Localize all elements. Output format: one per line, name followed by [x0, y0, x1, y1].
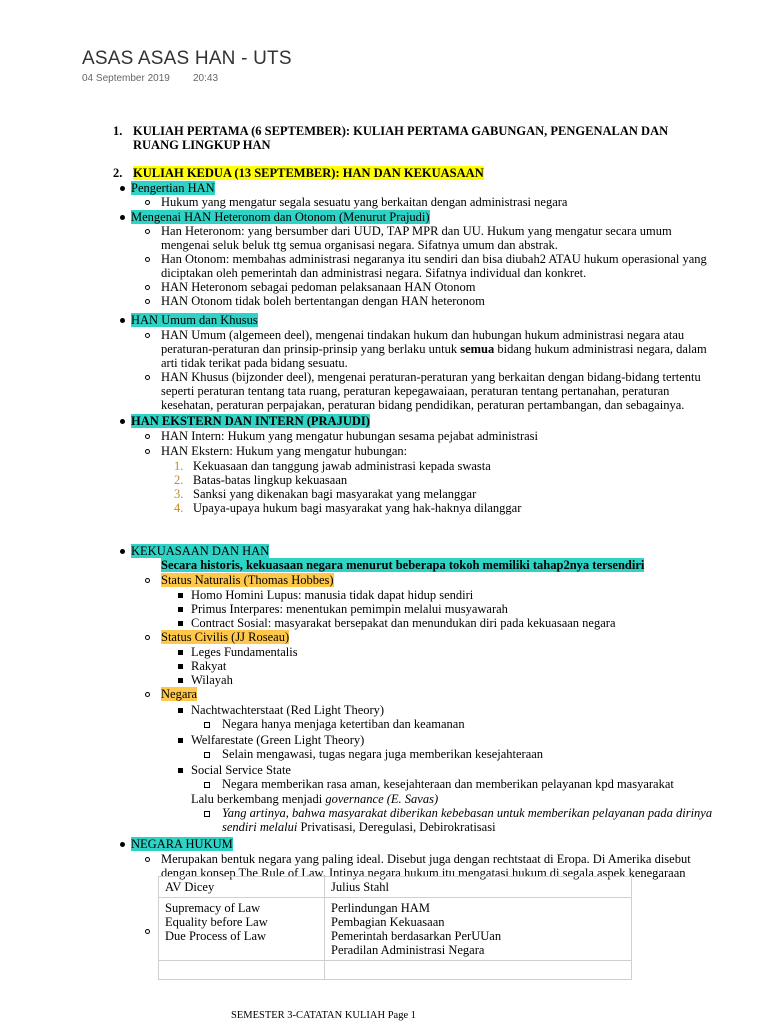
- bullet-disc-icon: [120, 419, 125, 424]
- bullet-disc-icon: [120, 186, 125, 191]
- bullet-circle-icon: [145, 449, 150, 454]
- ekstern-sub-item: Kekuasaan dan tanggung jawab administrasi kepada swasta: [193, 459, 491, 473]
- negara-hukum-item: Merupakan bentuk negara yang paling ideal. Disebut juga dengan rechtstaat di Eropa. Di Amerika disebut: [161, 852, 691, 866]
- table-cell: [159, 961, 325, 980]
- kekuasaan-heading: KEKUASAAN DAN HAN: [131, 544, 270, 558]
- dicey-principle: Supremacy of Law: [165, 901, 261, 915]
- section-2-number: 2.: [113, 166, 123, 180]
- stahl-principle: Peradilan Administrasi Negara: [331, 943, 485, 957]
- bullet-square-icon: [178, 678, 183, 683]
- heteronom-item-1: Han Heteronom: yang bersumber dari UUD, TAP MPR dan UU. Hukum yang mengatur secara umum: [161, 224, 672, 238]
- negara-nacht-detail: Negara hanya menjaga ketertiban dan keamanan: [222, 717, 465, 731]
- dicey-principle: Due Process of Law: [165, 929, 267, 943]
- bullet-circle-icon: [145, 434, 150, 439]
- table-header-cell: Julius Stahl: [325, 877, 632, 898]
- table-cell: [159, 898, 325, 961]
- negara-heading: Negara: [161, 687, 198, 701]
- ekstern-sub-item: Batas-batas lingkup kekuasaan: [193, 473, 348, 487]
- bullet-circle-icon: [145, 285, 150, 290]
- ekstern-item-1: HAN Intern: Hukum yang mengatur hubungan sesama pejabat administrasi: [161, 429, 538, 443]
- bullet-disc-icon: [120, 318, 125, 323]
- civilis-heading: Status Civilis (JJ Roseau): [161, 630, 290, 644]
- bullet-square-icon: [178, 593, 183, 598]
- bullet-square-icon: [178, 621, 183, 626]
- table-row: [159, 877, 632, 898]
- note-time: 20:43: [193, 73, 219, 84]
- naturalis-heading: Status Naturalis (Thomas Hobbes): [161, 573, 334, 587]
- ekstern-heading: HAN EKSTERN DAN INTERN (PRAJUDI): [131, 414, 370, 428]
- naturalis-item: Primus Interpares: menentukan pemimpin melalui musyawarah: [191, 602, 508, 616]
- stahl-principle: Pemerintah berdasarkan PerUUan: [331, 929, 502, 943]
- pengertian-heading: Pengertian HAN: [131, 181, 215, 195]
- bullet-open-square-icon: [204, 782, 210, 788]
- bullet-square-icon: [178, 708, 183, 713]
- negara-item-welfare: Welfarestate (Green Light Theory): [191, 733, 365, 747]
- section-1-heading-line1: KULIAH PERTAMA (6 SEPTEMBER): KULIAH PERTAMA GABUNGAN, PENGENALAN DAN: [133, 124, 669, 138]
- bullet-circle-icon: [145, 299, 150, 304]
- page-title: ASAS ASAS HAN - UTS: [82, 48, 292, 69]
- bullet-circle-icon: [145, 375, 150, 380]
- ekstern-sub-number: 3.: [174, 487, 184, 501]
- heteronom-item-3: HAN Heteronom sebagai pedoman pelaksanaan HAN Otonom: [161, 280, 476, 294]
- bullet-circle-icon: [145, 857, 150, 862]
- umum-item-1-cont: peraturan-peraturan dan prinsip-prinsip yang berlaku untuk semua bidang hukum administrasi negara, dalam: [161, 342, 707, 356]
- heteronom-item-2: Han Otonom: membahas administrasi negaranya itu sendiri dan bisa diubah2 ATAU hukum operasional yang: [161, 252, 707, 266]
- table-row: [159, 898, 632, 961]
- civilis-item: Wilayah: [191, 673, 233, 687]
- bullet-circle-icon: [145, 635, 150, 640]
- governance-detail-cont: sendiri melalui Privatisasi, Deregulasi, Debirokratisasi: [222, 820, 496, 834]
- pengertian-item: Hukum yang mengatur segala sesuatu yang berkaitan dengan administrasi negara: [161, 195, 568, 209]
- dicey-principle: Equality before Law: [165, 915, 268, 929]
- ekstern-item-2: HAN Ekstern: Hukum yang mengatur hubungan:: [161, 444, 408, 458]
- bullet-open-square-icon: [204, 811, 210, 817]
- umum-item-2-cont: seperti peraturan tentang tata ruang, peraturan kepegawaiaan, peraturan tentang pertanahan, peraturan: [161, 384, 670, 398]
- negara-welfare-detail: Selain mengawasi, tugas negara juga memberikan kesejahteraan: [222, 747, 544, 761]
- bullet-square-icon: [178, 607, 183, 612]
- table-header-cell: AV Dicey: [159, 877, 325, 898]
- stahl-principle: Perlindungan HAM: [331, 901, 430, 915]
- page-footer: SEMESTER 3-CATATAN KULIAH Page 1: [231, 1010, 416, 1021]
- bullet-open-square-icon: [204, 752, 210, 758]
- umum-item-2: HAN Khusus (bijzonder deel), mengenai peraturan-peraturan yang berkaitan dengan bidang-bidang tertentu: [161, 370, 701, 384]
- bullet-square-icon: [178, 738, 183, 743]
- section-1-heading-line2: RUANG LINGKUP HAN: [133, 138, 271, 152]
- bullet-circle-icon: [145, 257, 150, 262]
- bullet-circle-icon: [145, 200, 150, 205]
- civilis-item: Rakyat: [191, 659, 227, 673]
- stahl-principle: Pembagian Kekuasaan: [331, 915, 445, 929]
- bullet-circle-icon: [145, 229, 150, 234]
- section-1-number: 1.: [113, 124, 123, 138]
- bullet-disc-icon: [120, 215, 125, 220]
- ekstern-sub-item: Sanksi yang dikenakan bagi masyarakat yang melanggar: [193, 487, 477, 501]
- civilis-item: Leges Fundamentalis: [191, 645, 298, 659]
- negara-hukum-heading: NEGARA HUKUM: [131, 837, 233, 851]
- ekstern-sub-item: Upaya-upaya hukum bagi masyarakat yang hak-haknya dilanggar: [193, 501, 522, 515]
- bullet-disc-icon: [120, 549, 125, 554]
- bullet-open-square-icon: [204, 722, 210, 728]
- negara-hukum-item-cont: dengan konsep The Rule of Law. Intinya negara hukum itu mengatasi hukum di segala aspek kenegaraan: [161, 866, 686, 880]
- umum-item-1: HAN Umum (algemeen deel), mengenai tindakan hukum dan hubungan hukum administrasi negara atau: [161, 328, 685, 342]
- bullet-circle-icon: [145, 929, 150, 934]
- heteronom-heading: Mengenai HAN Heteronom dan Otonom (Menurut Prajudi): [131, 210, 430, 224]
- table-cell: [325, 898, 632, 961]
- bullet-disc-icon: [120, 842, 125, 847]
- ekstern-sub-number: 2.: [174, 473, 184, 487]
- kekuasaan-subheading: Secara historis, kekuasaan negara menurut beberapa tokoh memiliki tahap2nya tersendiri: [161, 558, 645, 572]
- table-cell: [325, 961, 632, 980]
- negara-item-nacht: Nachtwachterstaat (Red Light Theory): [191, 703, 385, 717]
- ekstern-sub-number: 4.: [174, 501, 184, 515]
- negara-social-detail: Negara memberikan rasa aman, kesejahteraan dan memberikan pelayanan kpd masyarakat: [222, 777, 674, 791]
- negara-hukum-table: [158, 876, 632, 980]
- naturalis-item: Homo Homini Lupus: manusia tidak dapat hidup sendiri: [191, 588, 474, 602]
- heteronom-item-1-cont: mengenai seluk beluk ttg semua organisasi negara. Sifatnya umum dan abstrak.: [161, 238, 558, 252]
- umum-item-2-cont2: kesehatan, peraturan perpajakan, peraturan bidang pendidikan, peraturan pertambangan, dan sebagainya.: [161, 398, 685, 412]
- note-date: 04 September 2019: [82, 73, 170, 84]
- heteronom-item-2-cont: diciptakan oleh pemerintah dan administrasi negara. Sifatnya individual dan konkret.: [161, 266, 587, 280]
- governance-line: Lalu berkembang menjadi governance (E. Savas): [191, 792, 439, 806]
- bullet-square-icon: [178, 650, 183, 655]
- bullet-circle-icon: [145, 692, 150, 697]
- section-2-heading: KULIAH KEDUA (13 SEPTEMBER): HAN DAN KEKUASAAN: [133, 166, 484, 180]
- naturalis-item: Contract Sosial: masyarakat bersepakat dan menundukan diri pada kekuasaan negara: [191, 616, 616, 630]
- governance-detail: Yang artinya, bahwa masyarakat diberikan kebebasan untuk memberikan pelayanan pada dirinya: [222, 806, 713, 820]
- table-row: [159, 961, 632, 980]
- bullet-square-icon: [178, 768, 183, 773]
- bullet-circle-icon: [145, 578, 150, 583]
- negara-item-social: Social Service State: [191, 763, 291, 777]
- ekstern-sub-number: 1.: [174, 459, 184, 473]
- umum-heading: HAN Umum dan Khusus: [131, 313, 258, 327]
- heteronom-item-4: HAN Otonom tidak boleh bertentangan dengan HAN heteronom: [161, 294, 485, 308]
- umum-item-1-cont2: arti tidak terikat pada bidang sesuatu.: [161, 356, 348, 370]
- bullet-circle-icon: [145, 333, 150, 338]
- bullet-square-icon: [178, 664, 183, 669]
